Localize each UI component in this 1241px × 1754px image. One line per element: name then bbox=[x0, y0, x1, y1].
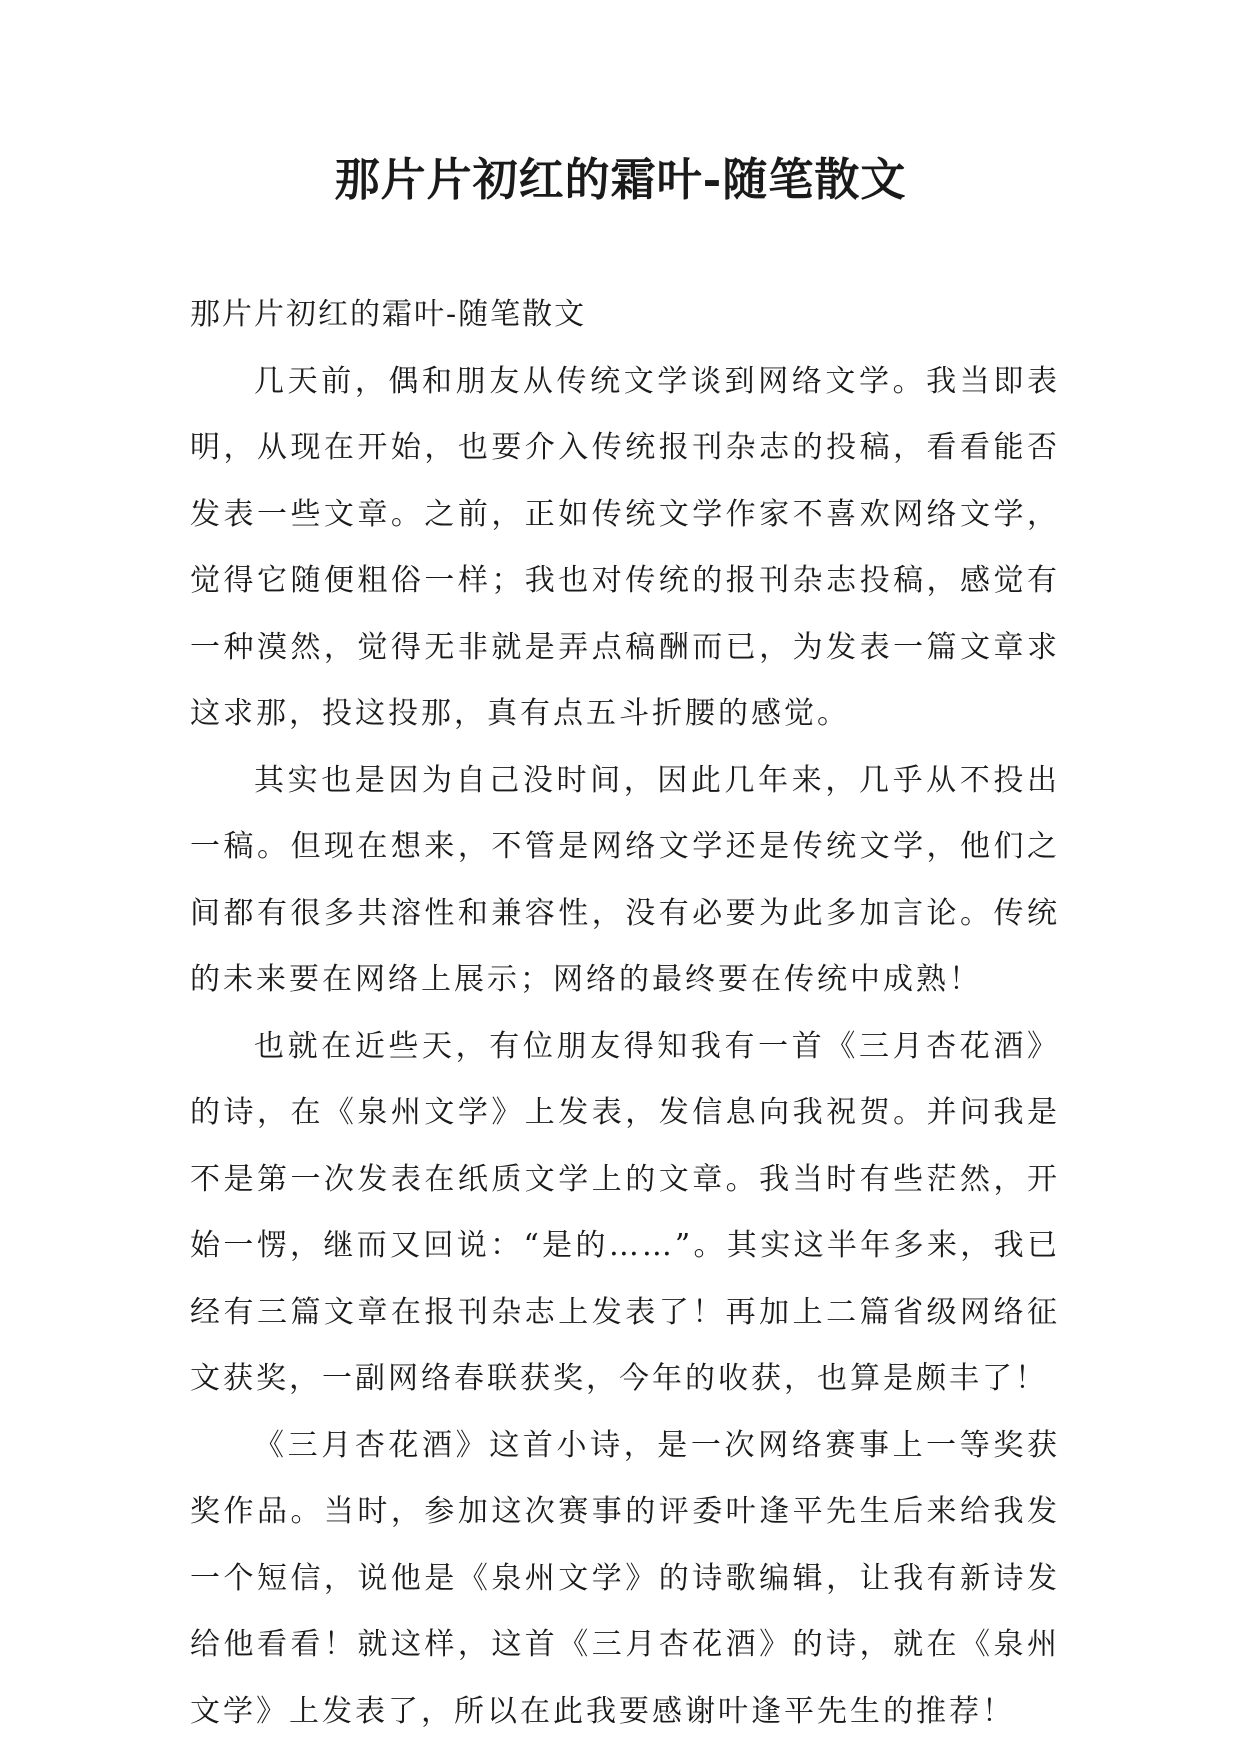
paragraph-2: 其实也是因为自己没时间，因此几年来，几乎从不投出一稿。但现在想来，不管是网络文学还是传统文学，他们之间都有很多共溶性和兼容性，没有必要为此多加言论。传统的未来要在网络上展示；网络的最终要在传统中成熟！ bbox=[190, 762, 1060, 997]
paragraph-3: 也就在近些天，有位朋友得知我有一首《三月杏花酒》的诗，在《泉州文学》上发表，发信息向我祝贺。并问我是不是第一次发表在纸质文学上的文章。我当时有些茫然，开始一愣，继而又回说：“是的……”。其实这半年多来，我已经有三篇文章在报刊杂志上发表了！再加上二篇省级网络征文获奖，一副网络春联获奖，今年的收获，也算是颇丰了！ bbox=[190, 1028, 1060, 1396]
paragraph-1: 几天前，偶和朋友从传统文学谈到网络文学。我当即表明，从现在开始，也要介入传统报刊杂志的投稿，看看能否发表一些文章。之前，正如传统文学作家不喜欢网络文学，觉得它随便粗俗一样；我也对传统的报刊杂志投稿，感觉有一种漠然，觉得无非就是弄点稿酬而已，为发表一篇文章求这求那，投这投那，真有点五斗折腰的感觉。 bbox=[190, 363, 1060, 731]
document-title: 那片片初红的霜叶-随笔散文 bbox=[334, 153, 907, 206]
document-body bbox=[190, 282, 1060, 1745]
paragraph-4: 《三月杏花酒》这首小诗，是一次网络赛事上一等奖获奖作品。当时，参加这次赛事的评委叶逢平先生后来给我发一个短信，说他是《泉州文学》的诗歌编辑，让我有新诗发给他看看！就这样，这首《三月杏花酒》的诗，就在《泉州文学》上发表了，所以在此我要感谢叶逢平先生的推荐！ bbox=[190, 1427, 1060, 1729]
document-subtitle: 那片片初红的霜叶-随笔散文 bbox=[190, 297, 587, 332]
